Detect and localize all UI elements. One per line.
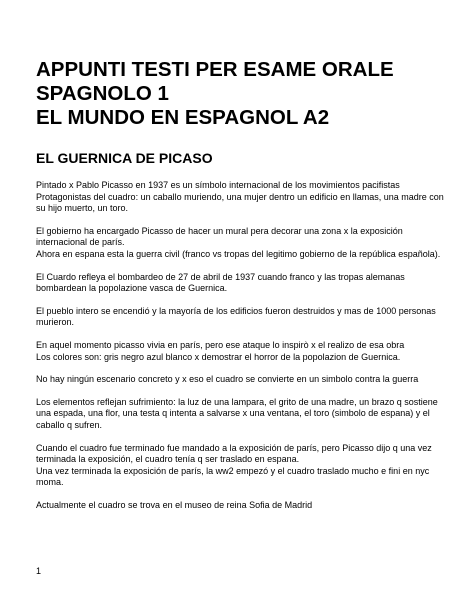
paragraph [36, 226, 452, 261]
text-line: Los colores son: gris negro azul blanco x demostrar el horror de la popolazion de Guernica. [36, 351, 401, 362]
paragraph [36, 272, 452, 295]
title-line: SPAGNOLO 1 [36, 82, 169, 105]
page-number: 1 [36, 566, 42, 576]
text-line: En aquel momento picasso vivia en parís, pero ese ataque lo inspirò x el realizo de esa obra [36, 339, 405, 350]
text-line: Ahora en espana esta la guerra civil (franco vs tropas del legitimo gobierno de la república española). [36, 248, 441, 259]
text-line: una espada, una flor, una testa q intenta a salvarse x una ventana, el toro (simbolo de espana) y el [36, 408, 430, 419]
text-line: Protagonistas del cuadro: un caballo muriendo, una mujer dentro un edificio en llamas, una madre con [36, 191, 444, 202]
text-line: No hay ningún escenario concreto y x eso el cuadro se convierte en un simbolo contra la guerra [36, 374, 419, 385]
text-line: El pueblo intero se encendió y la mayoría de los edificios fueron destruidos y mas de 1000 personas [36, 305, 436, 316]
document-title [36, 58, 456, 130]
text-line: Cuando el cuadro fue terminado fue mandado a la exposición de parís, pero Picasso dijo q una vez [36, 442, 432, 453]
body-text [36, 180, 452, 522]
text-line: terminada la exposición, el cuadro tenía q ser traslado en espana. [36, 454, 300, 465]
paragraph [36, 374, 452, 386]
text-line: Una vez terminada la exposición de parís, la ww2 empezó y el cuadro traslado mucho e fini en nyc [36, 465, 430, 476]
section-heading: EL GUERNICA DE PICASO [36, 150, 213, 166]
title-line: APPUNTI TESTI PER ESAME ORALE [36, 58, 394, 81]
text-line: Pintado x Pablo Picasso en 1937 es un símbolo internacional de los movimientos pacifistas [36, 180, 400, 190]
paragraph [36, 306, 452, 329]
text-line: su hijo muerto, un toro. [36, 203, 129, 214]
text-line: bombardean la popolazione vasca de Guernica. [36, 283, 228, 294]
text-line: Actualmente el cuadro se trova en el museo de reina Sofia de Madrid [36, 499, 313, 510]
text-line: caballo q sufren. [36, 419, 103, 430]
text-line: moma. [36, 477, 64, 488]
paragraph [36, 340, 452, 363]
text-line: Los elementos reflejan sufrimiento: la luz de una lampara, el grito de una madre, un brazo q sostiene [36, 396, 438, 407]
paragraph [36, 443, 452, 489]
paragraph [36, 180, 452, 215]
title-line: EL MUNDO EN ESPAGNOL A2 [36, 106, 330, 129]
paragraph [36, 397, 452, 432]
text-line: internacional de parís. [36, 237, 125, 248]
text-line: murieron. [36, 317, 75, 328]
text-line: El Cuardo refleya el bombardeo de 27 de abril de 1937 cuando franco y las tropas alemanas [36, 271, 405, 282]
paragraph [36, 500, 452, 512]
text-line: El gobierno ha encargado Picasso de hacer un mural pera decorar una zona x la exposición [36, 225, 403, 236]
